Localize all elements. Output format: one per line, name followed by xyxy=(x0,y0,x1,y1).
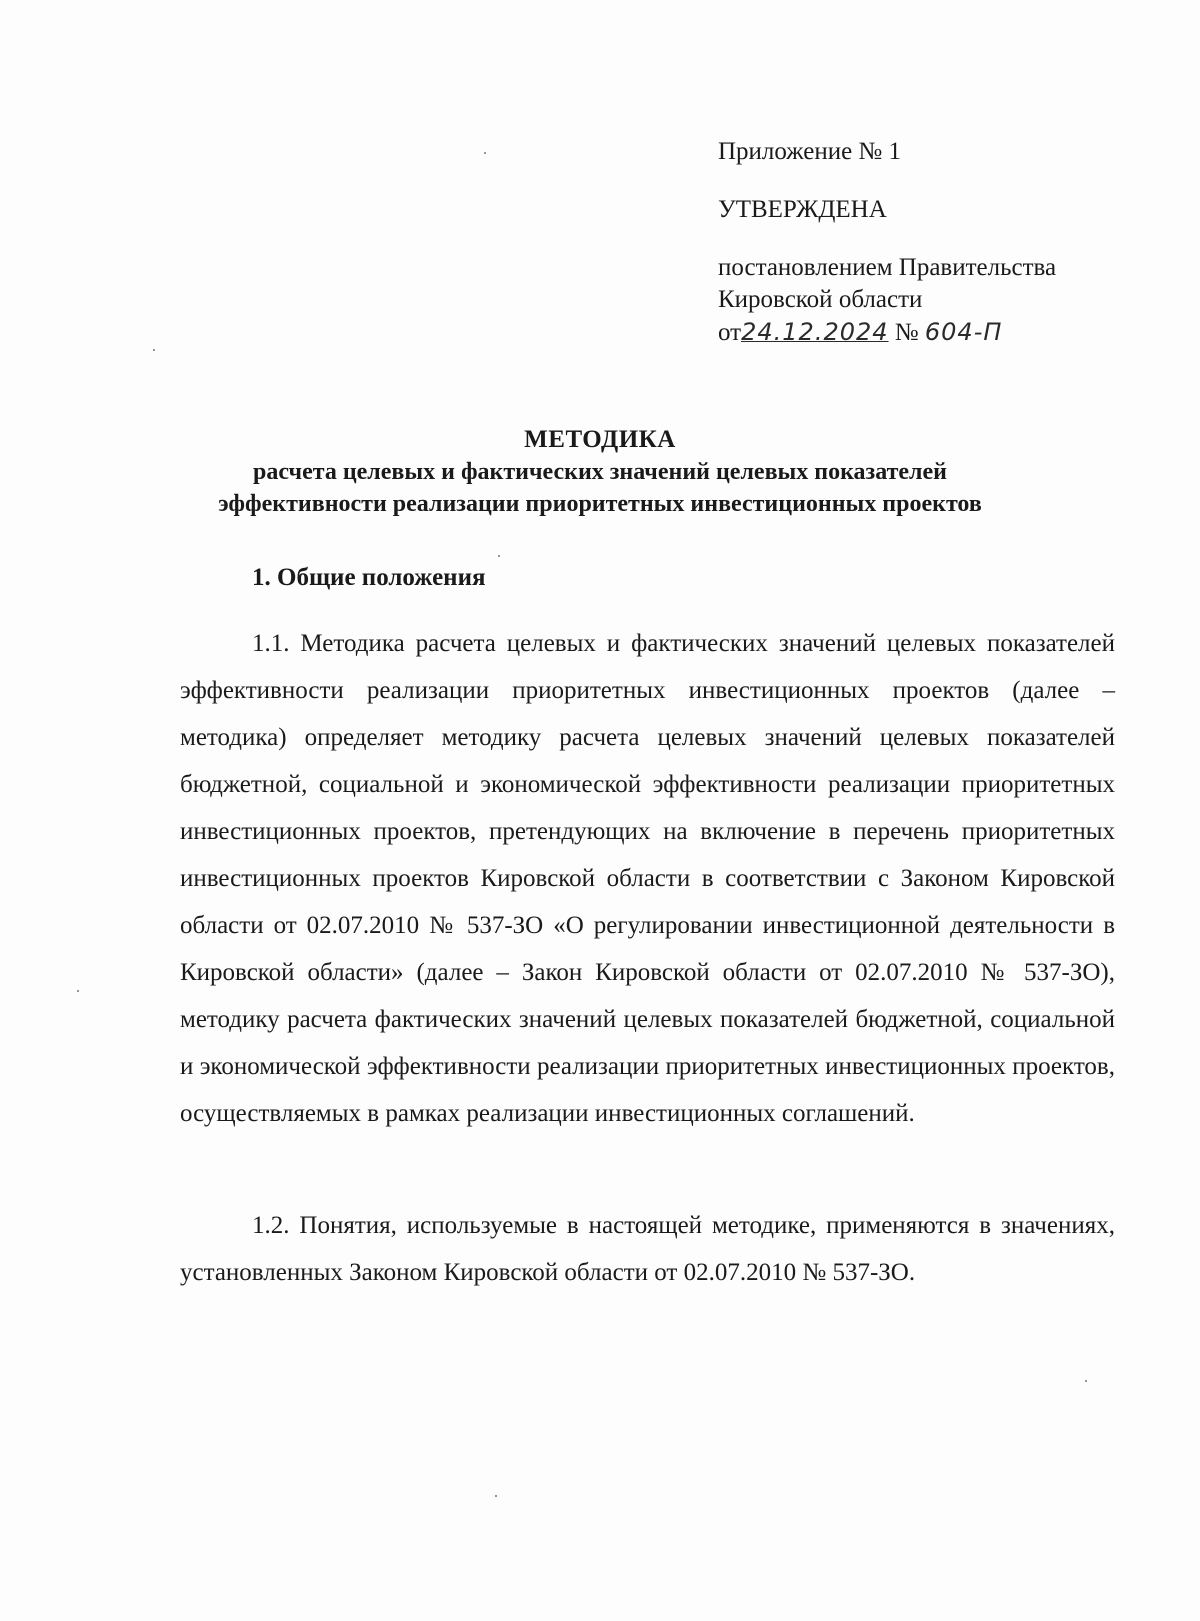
title-subtitle-line-1: расчета целевых и фактических значений целевых показателей xyxy=(253,459,947,485)
title-main: МЕТОДИКА xyxy=(524,426,676,453)
resolution-line-1: постановлением Правительства xyxy=(718,254,1057,281)
resolution-line-2: Кировской области xyxy=(718,286,923,313)
scan-speck xyxy=(77,990,79,992)
scan-speck xyxy=(1085,1380,1087,1382)
section-heading: 1. Общие положения xyxy=(252,564,486,591)
resolution-date-number xyxy=(718,316,1158,349)
approval-block xyxy=(718,136,1158,349)
scan-speck xyxy=(153,349,155,351)
scan-speck xyxy=(498,555,500,557)
number-prefix: № xyxy=(894,319,919,346)
handwritten-number: 604-П xyxy=(924,318,1003,346)
appendix-label: Приложение № 1 xyxy=(718,138,902,165)
approved-label: УТВЕРЖДЕНА xyxy=(718,196,887,223)
paragraph-1-2: 1.2. Понятия, используемые в настоящей методике, применяются в значениях, установленных Законом Кировской области от 02.07.2010 № 537-ЗО. xyxy=(180,1212,1115,1286)
scan-speck xyxy=(484,152,486,154)
handwritten-date: 24.12.2024 xyxy=(741,318,889,346)
document-title xyxy=(150,424,1050,520)
paragraph-1-1: 1.1. Методика расчета целевых и фактических значений целевых показателей эффективности реализации приоритетных инвестиционных проектов (далее – методика) определяет методику расчета целевых значений целевых показателей бюджетной, социальной и экономической эффективности реализации приоритетных инвестиционных проектов, претендующих на включение в перечень приоритетных инвестиционных проектов Кировской области в соответствии с Законом Кировской области от 02.07.2010 № 537-ЗО «О регулировании инвестиционной деятельности в Кировской области» (далее – Закон Кировской области от 02.07.2010 № 537-ЗО), методику расчета фактических значений целевых показателей бюджетной, социальной и экономической эффективности реализации приоритетных инвестиционных проектов, осуществляемых в рамках реализации инвестиционных соглашений. xyxy=(180,630,1115,1127)
scan-speck xyxy=(495,1495,497,1497)
date-prefix: от xyxy=(718,319,742,346)
title-subtitle-line-2: эффективности реализации приоритетных инвестиционных проектов xyxy=(218,491,982,517)
